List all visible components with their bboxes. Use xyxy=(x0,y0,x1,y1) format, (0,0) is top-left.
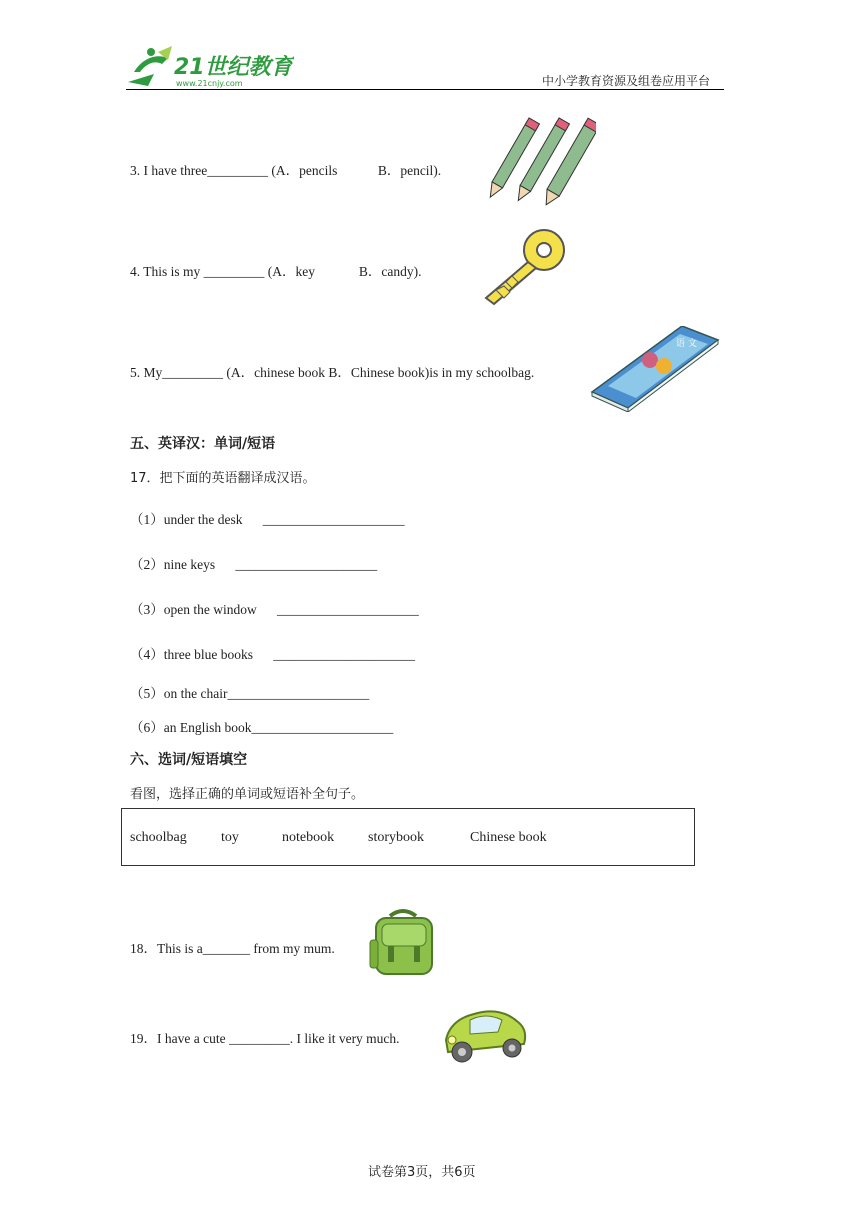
question-4: 4. This is my _________ (A．key B．candy). xyxy=(130,264,422,279)
svg-text:语 文: 语 文 xyxy=(676,339,697,349)
toy-car-icon xyxy=(440,1000,530,1068)
question-17: 17．把下面的英语翻译成汉语。 xyxy=(130,471,316,486)
word-bank-item: Chinese book xyxy=(470,830,547,845)
pencils-icon xyxy=(484,110,596,218)
page-footer: 试卷第3页，共6页 xyxy=(368,1165,476,1180)
translate-item-3: （3）open the window _____________________ xyxy=(130,602,419,617)
header-rule xyxy=(126,89,724,90)
svg-text:www.21cnjy.com: www.21cnjy.com xyxy=(176,79,243,88)
word-bank-item: notebook xyxy=(282,830,335,845)
schoolbag-icon xyxy=(366,906,440,978)
question-5: 5. My_________ (A．chinese book B．Chinese book)is in my schoolbag. xyxy=(130,365,535,380)
word-bank xyxy=(121,808,695,866)
translate-item-6: （6）an English book_____________________ xyxy=(130,720,394,735)
translate-item-1: （1）under the desk _____________________ xyxy=(130,512,405,527)
translate-item-4: （4）three blue books _____________________ xyxy=(130,647,415,662)
svg-text:21世纪教育: 21世纪教育 xyxy=(174,55,293,80)
word-bank-item: schoolbag xyxy=(130,830,187,845)
question-3: 3. I have three_________ (A．pencils B．pencil). xyxy=(130,163,442,178)
word-bank-item: toy xyxy=(221,830,239,845)
question-18: 18．This is a_______ from my mum. xyxy=(130,941,335,956)
section-6-instruction: 看图，选择正确的单词或短语补全句子。 xyxy=(130,787,365,802)
key-icon xyxy=(484,226,572,308)
logo-icon xyxy=(124,46,294,90)
section-6-title: 六、选词/短语填空 xyxy=(130,752,248,768)
section-5-title: 五、英译汉：单词/短语 xyxy=(130,436,276,452)
word-bank-item: storybook xyxy=(368,830,424,845)
translate-item-5: （5）on the chair_____________________ xyxy=(130,686,370,701)
question-19: 19．I have a cute _________. I like it very much. xyxy=(130,1031,400,1046)
platform-name: 中小学教育资源及组卷应用平台 xyxy=(542,74,711,88)
translate-item-2: （2）nine keys _____________________ xyxy=(130,557,378,572)
chinese-book-icon xyxy=(588,326,722,412)
